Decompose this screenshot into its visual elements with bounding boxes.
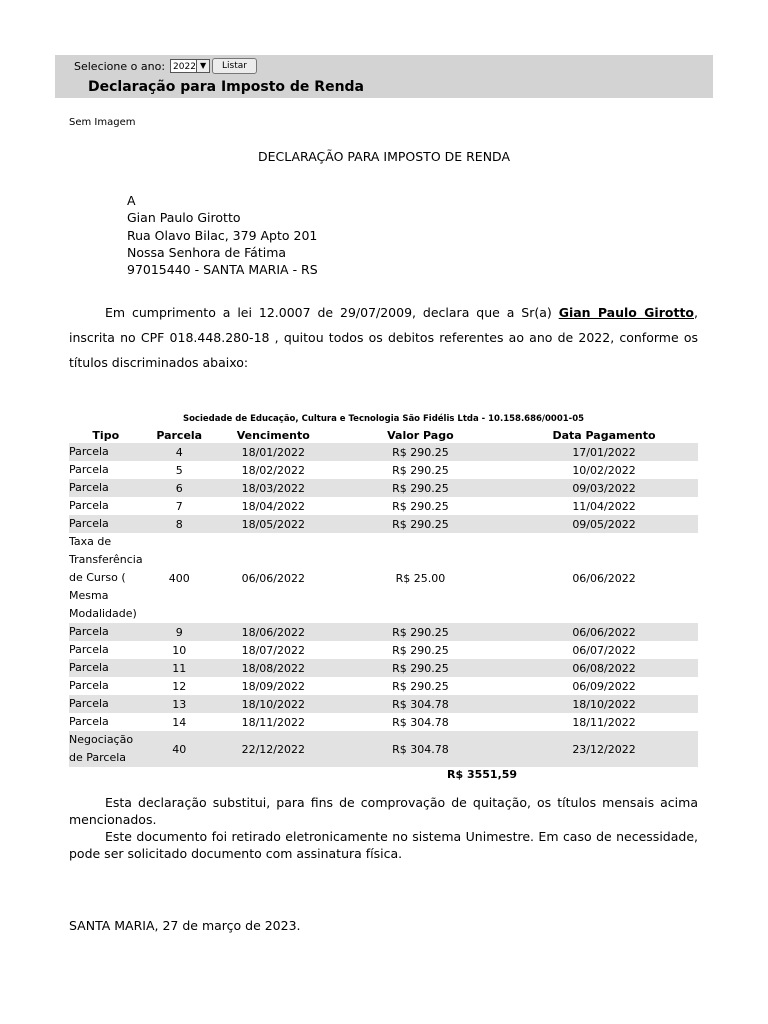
cell-vencimento: 18/03/2022 <box>216 479 331 497</box>
cell-valor: R$ 290.25 <box>331 479 510 497</box>
cell-vencimento: 18/07/2022 <box>241 643 305 657</box>
total-amount: R$ 3551,59 <box>447 768 518 781</box>
cell-vencimento: 06/06/2022 <box>241 571 305 585</box>
cell-pagamento: 10/02/2022 <box>572 463 636 477</box>
year-select[interactable] <box>170 59 210 73</box>
cell-parcela: 11 <box>143 659 216 677</box>
signoff-place-date: SANTA MARIA, 27 de março de 2023. <box>69 918 301 933</box>
declaration-text-start: Em cumprimento a lei 12.0007 de 29/07/2009, declara que a Sr(a) <box>105 305 559 320</box>
cell-valor: R$ 304.78 <box>392 715 449 729</box>
cell-parcela: 4 <box>143 443 216 461</box>
table-header-row <box>69 427 698 443</box>
cell-vencimento: 18/09/2022 <box>241 679 305 693</box>
table-row <box>69 695 698 713</box>
table-row <box>69 515 698 533</box>
cell-pagamento: 11/04/2022 <box>572 499 636 513</box>
cell-parcela: 400 <box>168 571 190 585</box>
table-row <box>69 497 698 515</box>
header-parcela: Parcela <box>156 428 203 442</box>
cell-pagamento: 06/06/2022 <box>510 623 698 641</box>
cell-pagamento: 23/12/2022 <box>510 731 698 767</box>
cell-tipo: Parcela <box>69 463 109 476</box>
cell-tipo: Parcela <box>69 479 143 497</box>
cell-valor: R$ 304.78 <box>331 731 510 767</box>
cell-pagamento: 09/03/2022 <box>510 479 698 497</box>
year-selector-row <box>74 57 257 75</box>
page-title: Declaração para Imposto de Renda <box>88 79 365 95</box>
dropdown-arrow-icon[interactable]: ▼ <box>196 60 209 72</box>
cell-parcela: 9 <box>143 623 216 641</box>
cell-vencimento: 18/06/2022 <box>216 623 331 641</box>
cell-tipo: Parcela <box>69 499 109 512</box>
cell-valor: R$ 290.25 <box>392 679 449 693</box>
cell-pagamento: 06/07/2022 <box>572 643 636 657</box>
cell-valor: R$ 290.25 <box>331 659 510 677</box>
cell-valor: R$ 290.25 <box>331 623 510 641</box>
closing-paragraph-2: Este documento foi retirado eletronicamente no sistema Unimestre. Em caso de necessidade, pode ser solicitado documento com assinatura física. <box>69 829 698 861</box>
cell-tipo: Parcela <box>69 623 143 641</box>
table-row <box>69 641 698 659</box>
table-row <box>69 659 698 677</box>
cell-pagamento: 09/05/2022 <box>510 515 698 533</box>
address-block <box>127 192 318 278</box>
address-city: 97015440 - SANTA MARIA - RS <box>127 262 318 278</box>
table-row <box>69 731 698 767</box>
table-row <box>69 677 698 695</box>
cell-vencimento: 18/10/2022 <box>216 695 331 713</box>
table-row <box>69 479 698 497</box>
list-button[interactable]: Listar <box>212 58 257 74</box>
header-vencimento: Vencimento <box>236 428 310 442</box>
payments-table <box>69 427 698 767</box>
cell-tipo: Taxa de Transferência de Curso ( Mesma Modalidade) <box>69 535 143 620</box>
table-row <box>69 461 698 479</box>
cell-valor: R$ 290.25 <box>331 515 510 533</box>
cell-pagamento: 17/01/2022 <box>510 443 698 461</box>
cell-tipo: Parcela <box>69 695 143 713</box>
cell-valor: R$ 290.25 <box>392 463 449 477</box>
year-label: Selecione o ano: <box>74 59 166 73</box>
cell-tipo: Parcela <box>69 643 109 656</box>
cell-vencimento: 18/04/2022 <box>241 499 305 513</box>
year-select-value: 2022 <box>173 62 196 72</box>
address-name: Gian Paulo Girotto <box>127 210 241 226</box>
cell-tipo: Parcela <box>69 715 109 728</box>
institution-name: Sociedade de Educação, Cultura e Tecnologia São Fidélis Ltda - 10.158.686/0001-05 <box>182 414 585 424</box>
cell-parcela: 6 <box>143 479 216 497</box>
cell-pagamento: 06/08/2022 <box>510 659 698 677</box>
table-row <box>69 713 698 731</box>
cell-valor: R$ 304.78 <box>331 695 510 713</box>
header-tipo: Tipo <box>92 428 120 442</box>
cell-parcela: 40 <box>143 731 216 767</box>
no-image-placeholder: Sem Imagem <box>69 117 136 128</box>
cell-parcela: 5 <box>175 463 183 477</box>
cell-valor: R$ 290.25 <box>392 499 449 513</box>
cell-vencimento: 18/08/2022 <box>216 659 331 677</box>
address-district: Nossa Senhora de Fátima <box>127 244 287 260</box>
cell-pagamento: 18/10/2022 <box>510 695 698 713</box>
top-toolbar <box>55 55 713 98</box>
address-salutation: A <box>127 193 136 208</box>
declaration-paragraph <box>69 300 698 375</box>
table-row <box>69 443 698 461</box>
cell-pagamento: 18/11/2022 <box>572 715 636 729</box>
cell-vencimento: 18/11/2022 <box>241 715 305 729</box>
cell-parcela: 13 <box>143 695 216 713</box>
cell-pagamento: 06/06/2022 <box>572 571 636 585</box>
table-row <box>69 623 698 641</box>
declaration-name: Gian Paulo Girotto <box>558 305 695 320</box>
cell-tipo: Parcela <box>69 515 143 533</box>
header-valor-pago: Valor Pago <box>387 428 454 442</box>
cell-parcela: 7 <box>175 499 183 513</box>
cell-pagamento: 06/09/2022 <box>572 679 636 693</box>
closing-paragraphs <box>69 794 698 862</box>
cell-tipo: Parcela <box>69 679 109 692</box>
address-street: Rua Olavo Bilac, 379 Apto 201 <box>127 227 318 243</box>
closing-paragraph-1: Esta declaração substitui, para fins de comprovação de quitação, os títulos mensais acima mencionados. <box>69 795 698 827</box>
cell-valor: R$ 290.25 <box>331 443 510 461</box>
cell-parcela: 12 <box>172 679 187 693</box>
cell-tipo: Parcela <box>69 443 143 461</box>
cell-vencimento: 18/05/2022 <box>216 515 331 533</box>
cell-tipo: Negociação de Parcela <box>69 731 143 767</box>
document-title: DECLARAÇÃO PARA IMPOSTO DE RENDA <box>257 149 511 164</box>
cell-vencimento: 18/01/2022 <box>216 443 331 461</box>
cell-valor: R$ 290.25 <box>392 643 449 657</box>
cell-valor: R$ 25.00 <box>395 571 446 585</box>
header-data-pagamento: Data Pagamento <box>552 428 656 442</box>
cell-tipo: Parcela <box>69 659 143 677</box>
cell-parcela: 10 <box>172 643 187 657</box>
table-row <box>69 533 698 623</box>
cell-vencimento: 18/02/2022 <box>241 463 305 477</box>
cell-parcela: 8 <box>143 515 216 533</box>
cell-vencimento: 22/12/2022 <box>216 731 331 767</box>
declaration-text-end: , inscrita no CPF 018.448.280-18 , quitou todos os debitos referentes ao ano de 2022, conforme os títulos discriminados abaixo: <box>69 305 698 370</box>
cell-parcela: 14 <box>172 715 187 729</box>
